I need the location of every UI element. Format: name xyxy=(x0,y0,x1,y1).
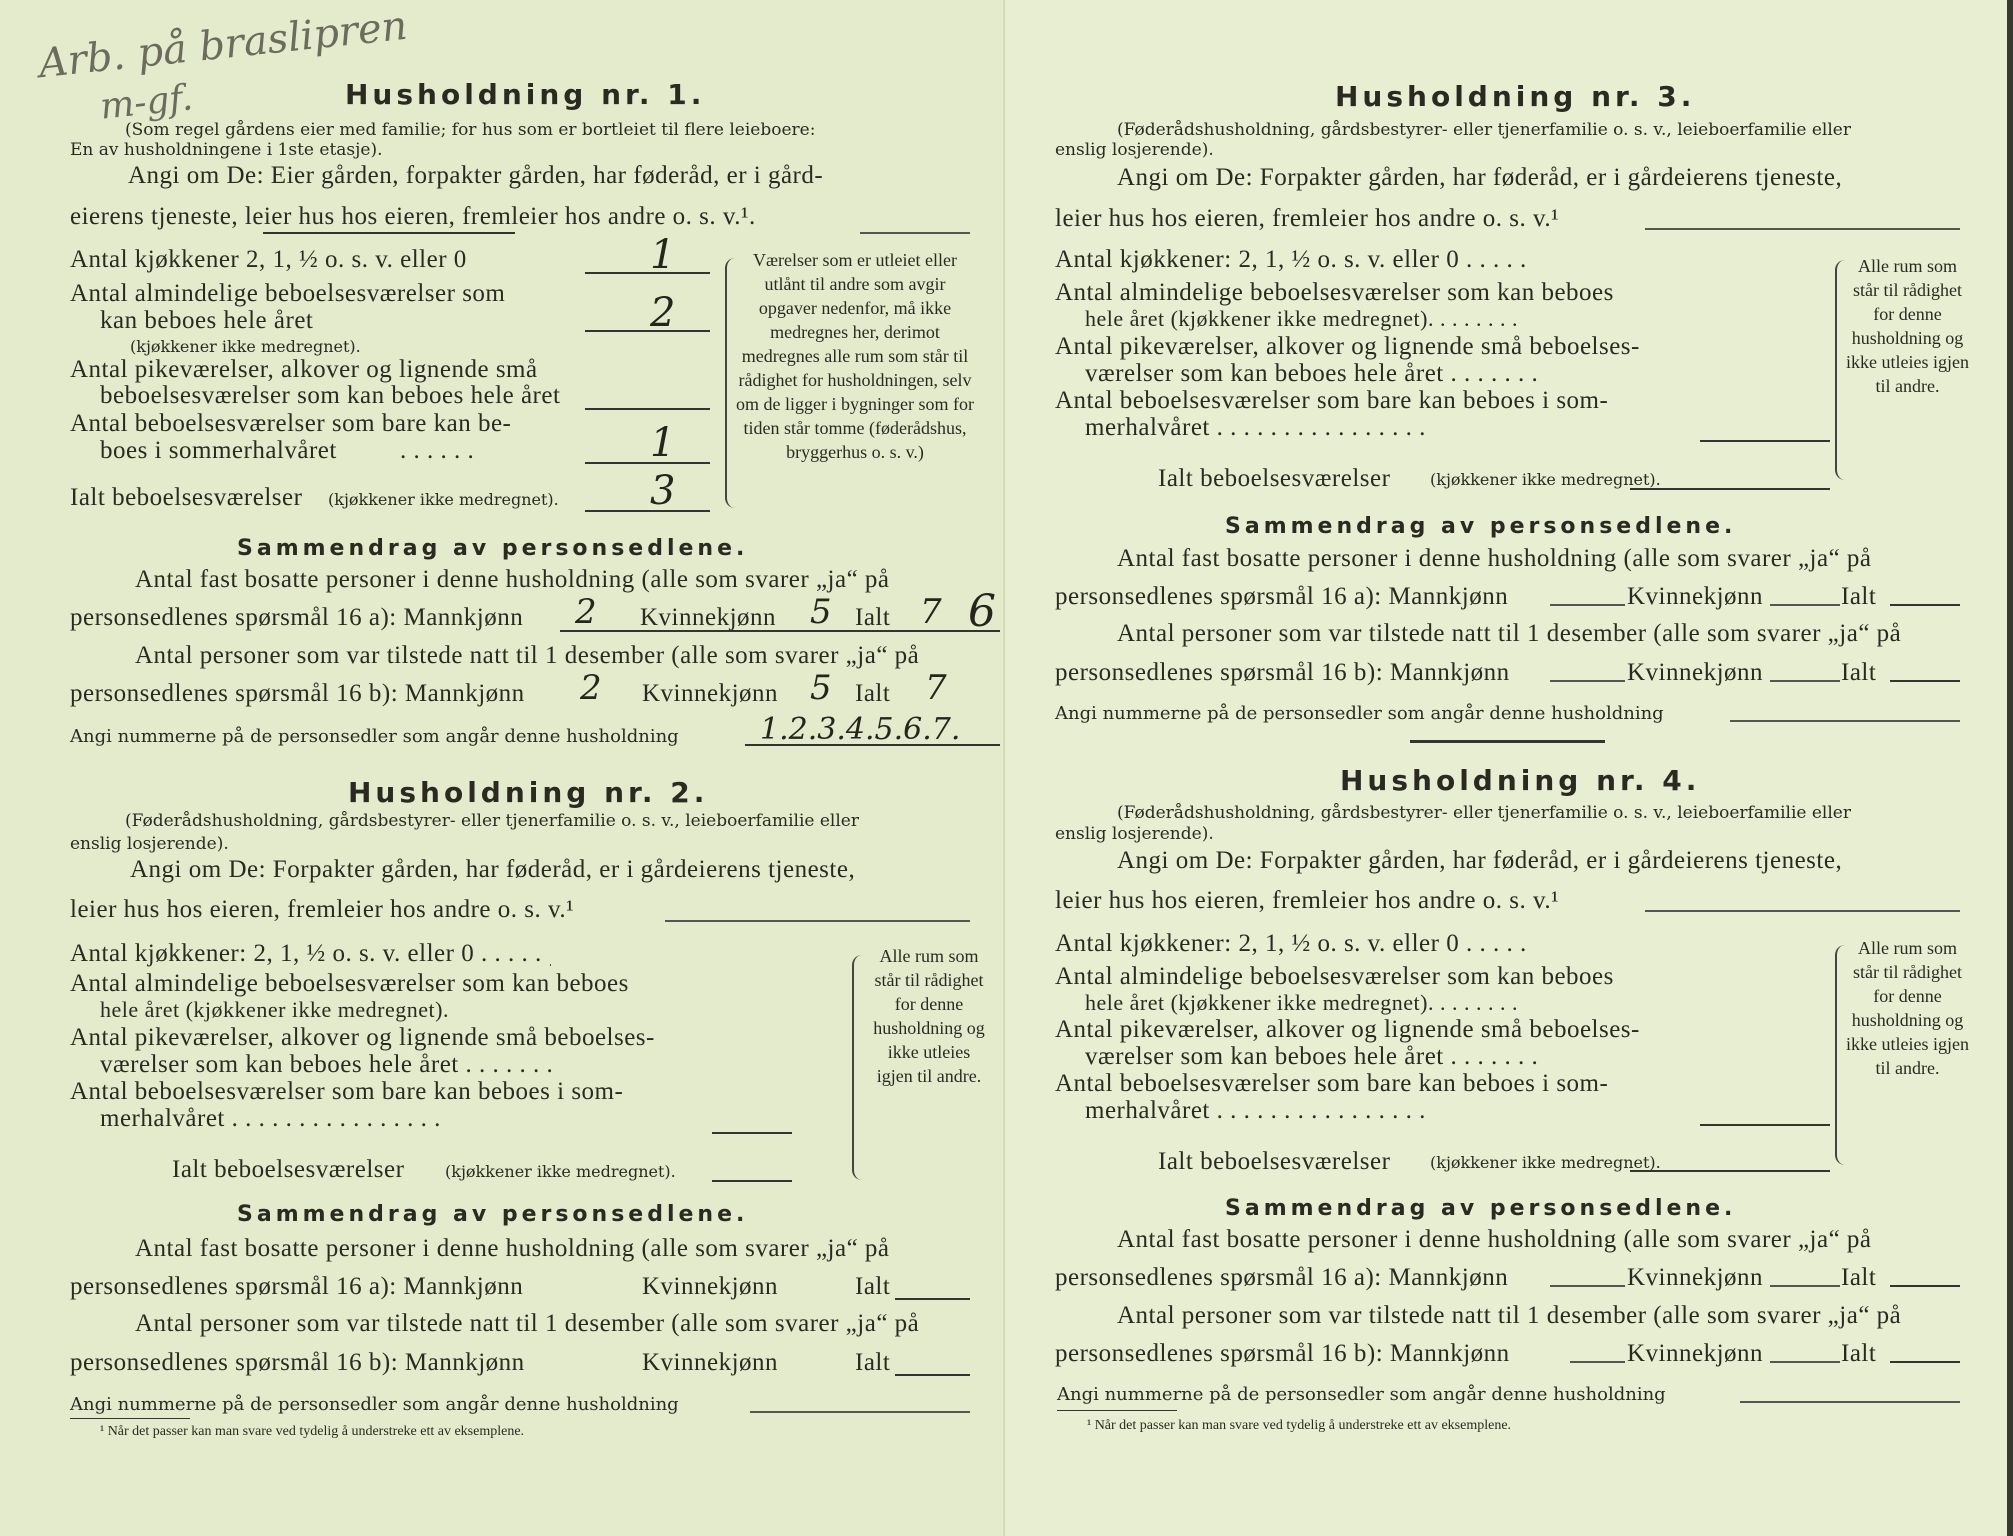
h1-total-line xyxy=(585,510,710,512)
h1-rooms-1: Antal almindelige beboelsesværelser som xyxy=(70,280,506,307)
h2-s2-ialt-label: Ialt xyxy=(855,1349,891,1376)
h2-s2-line xyxy=(895,1374,970,1376)
h4-side-note: Alle rum som står til rådighet for denne husholdning og ikke utleies igjen til andre. xyxy=(1846,938,1969,1078)
h1-s2-male: 2 xyxy=(580,668,602,708)
h3-s2-male-line xyxy=(1550,680,1625,682)
h4-s1-a: Antal fast bosatte personer i denne husholdning (alle som svarer „ja“ på xyxy=(1117,1226,1872,1253)
h2-s1-b: personsedlenes spørsmål 16 a): Mannkjønn xyxy=(70,1273,524,1300)
h1-s1-b: personsedlenes spørsmål 16 a): Mannkjønn xyxy=(70,604,524,631)
h2-summer-line xyxy=(712,1132,792,1134)
h2-brace xyxy=(852,955,866,1180)
h3-angi-2: leier hus hos eieren, fremleier hos andre o. s. v.¹ xyxy=(1055,205,1560,232)
h3-s2-b: personsedlenes spørsmål 16 b): Mannkjønn xyxy=(1055,659,1510,686)
h2-total-note: (kjøkkener ikke medregnet). xyxy=(445,1162,676,1181)
h2-summer-1: Antal beboelsesværelser som bare kan beboes i som- xyxy=(70,1078,624,1105)
h2-kitchens-tick xyxy=(550,964,551,966)
h2-pike-1: Antal pikeværelser, alkover og lignende små beboelses- xyxy=(70,1024,655,1051)
h4-pike-2: værelser som kan beboes hele året . . . . . . . xyxy=(1085,1043,1539,1070)
h1-s2-a: Antal personer som var tilstede natt til 1 desember (alle som svarer „ja“ på xyxy=(135,642,920,669)
h3-s1-ialt-label: Ialt xyxy=(1841,583,1877,610)
h1-title: Husholdning nr. 1. xyxy=(345,78,706,111)
margin-note-2: m-gf. xyxy=(98,77,195,128)
h2-angi-line xyxy=(665,920,970,922)
h4-s1-male-line xyxy=(1550,1285,1625,1287)
h3-angi-line xyxy=(1645,228,1960,230)
h4-rooms-1: Antal almindelige beboelsesværelser som kan beboes xyxy=(1055,963,1614,990)
h4-s1-female-line xyxy=(1770,1285,1840,1287)
h3-num-line xyxy=(1730,720,1960,722)
h1-s2-kv-label: Kvinnekjønn xyxy=(642,680,779,707)
h3-total-label: Ialt beboelsesværelser xyxy=(1158,465,1391,492)
h1-rooms-2: kan beboes hele året xyxy=(100,307,314,334)
h3-total-note: (kjøkkener ikke medregnet). xyxy=(1430,470,1661,489)
h1-s1-line xyxy=(560,630,1000,632)
h1-angi-underline xyxy=(263,232,515,234)
h1-summer-value: 1 xyxy=(650,420,676,466)
h3-s2-ialt-label: Ialt xyxy=(1841,659,1877,686)
h2-s1-ialt-label: Ialt xyxy=(855,1273,891,1300)
h1-s1-kv-label: Kvinnekjønn xyxy=(640,604,777,631)
h1-s1-female: 5 xyxy=(810,592,832,632)
h1-s1-male: 2 xyxy=(575,592,597,632)
h4-s1-b: personsedlenes spørsmål 16 a): Mannkjønn xyxy=(1055,1264,1509,1291)
h1-s1-total-corrected: 6 xyxy=(968,586,996,637)
h3-total-line xyxy=(1630,488,1830,490)
h4-angi-line xyxy=(1645,910,1960,912)
h2-s2-a: Antal personer som var tilstede natt til 1 desember (alle som svarer „ja“ på xyxy=(135,1310,920,1337)
h1-note-1: (Som regel gårdens eier med familie; for hus som er bortleiet til flere leieboere: xyxy=(125,120,816,140)
h1-kitchens-value: 1 xyxy=(650,232,676,278)
h2-s1-kv-label: Kvinnekjønn xyxy=(642,1273,779,1300)
h4-s1-kv-label: Kvinnekjønn xyxy=(1627,1264,1764,1291)
h1-summary-title: Sammendrag av personsedlene. xyxy=(237,536,749,561)
h4-footnote-rule xyxy=(1057,1410,1177,1411)
h2-note-2: enslig losjerende). xyxy=(70,834,229,854)
h1-kitchens-label: Antal kjøkkener 2, 1, ½ o. s. v. eller 0 xyxy=(70,246,467,273)
h1-angi-1: Angi om De: Eier gården, forpakter gården, har føderåd, er i gård- xyxy=(128,162,824,189)
h3-note-1: (Føderådshusholdning, gårdsbestyrer- eller tjenerfamilie o. s. v., leieboerfamilie eller xyxy=(1117,120,1851,140)
h1-s2-b: personsedlenes spørsmål 16 b): Mannkjønn xyxy=(70,680,525,707)
h1-s2-ialt-label: Ialt xyxy=(855,680,891,707)
h1-kitchens-line xyxy=(585,272,710,274)
h2-note-1: (Føderådshusholdning, gårdsbestyrer- eller tjenerfamilie o. s. v., leieboerfamilie eller xyxy=(125,811,859,831)
h3-s1-male-line xyxy=(1550,604,1625,606)
h1-note-2: En av husholdningene i 1ste etasje). xyxy=(70,140,383,160)
h4-s2-kv-label: Kvinnekjønn xyxy=(1627,1340,1764,1367)
h1-rooms-value: 2 xyxy=(650,290,676,336)
h3-rooms-1: Antal almindelige beboelsesværelser som kan beboes xyxy=(1055,279,1614,306)
h4-total-label: Ialt beboelsesværelser xyxy=(1158,1148,1391,1175)
h1-summer-line xyxy=(585,462,710,464)
h4-s2-female-line xyxy=(1770,1361,1840,1363)
h4-summer-2: merhalvåret . . . . . . . . . . . . . . . . xyxy=(1085,1097,1426,1124)
h3-summary-title: Sammendrag av personsedlene. xyxy=(1225,514,1737,539)
h1-s2-total: 7 xyxy=(925,668,947,708)
h1-s1-a: Antal fast bosatte personer i denne husholdning (alle som svarer „ja“ på xyxy=(135,566,890,593)
h1-side-note: Værelser som er utleiet eller utlånt til andre som avgir opgaver nedenfor, må ikke medregnes her, derimot medregnes alle rum som står til rådighet for husholdningen, selv om de ligger i bygninger som for tiden står tomme (føderådshus, bryggerhus o. s. v.) xyxy=(736,250,974,462)
h1-angi-2: eierens tjeneste, leier hus hos eieren, fremleier hos andre o. s. v.¹. xyxy=(70,203,756,230)
h2-rooms-1: Antal almindelige beboelsesværelser som kan beboes xyxy=(70,970,629,997)
h2-title: Husholdning nr. 2. xyxy=(348,776,709,809)
h2-s1-a: Antal fast bosatte personer i denne husholdning (alle som svarer „ja“ på xyxy=(135,1235,890,1262)
h3-summer-2: merhalvåret . . . . . . . . . . . . . . . . xyxy=(1085,414,1426,441)
h3-s1-total-line xyxy=(1890,604,1960,606)
h4-summary-title: Sammendrag av personsedlene. xyxy=(1225,1196,1737,1221)
h3-pike-2: værelser som kan beboes hele året . . . . . . . xyxy=(1085,360,1539,387)
h1-summer-2: boes i sommerhalvåret xyxy=(100,437,337,464)
h4-angi-2: leier hus hos eieren, fremleier hos andre o. s. v.¹ xyxy=(1055,887,1560,914)
left-page xyxy=(0,0,1005,1536)
h2-s2-kv-label: Kvinnekjønn xyxy=(642,1349,779,1376)
h3-pike-1: Antal pikeværelser, alkover og lignende små beboelses- xyxy=(1055,333,1640,360)
right-page xyxy=(1005,0,2013,1536)
h3-s2-a: Antal personer som var tilstede natt til 1 desember (alle som svarer „ja“ på xyxy=(1117,620,1902,647)
h2-footnote-rule xyxy=(70,1418,190,1419)
h1-rooms-3: (kjøkkener ikke medregnet). xyxy=(130,337,361,356)
h4-s1-ialt-label: Ialt xyxy=(1841,1264,1877,1291)
h4-footnote: ¹ Når det passer kan man svare ved tydelig å understreke ett av eksemplene. xyxy=(1087,1418,1512,1433)
h3-num-label: Angi nummerne på de personsedler som angår denne husholdning xyxy=(1055,703,1664,724)
h1-pike-2: beboelsesværelser som kan beboes hele året xyxy=(100,382,561,409)
h2-s1-line xyxy=(895,1298,970,1300)
h2-num-line xyxy=(750,1411,970,1413)
margin-note: Arb. på braslipren xyxy=(36,2,410,88)
h1-summer-dots: . . . . . . xyxy=(400,437,475,464)
h1-angi-answer-line xyxy=(860,232,970,234)
h3-s2-kv-label: Kvinnekjønn xyxy=(1627,659,1764,686)
h3-note-2: enslig losjerende). xyxy=(1055,140,1214,160)
h2-num-label: Angi nummerne på de personsedler som angår denne husholdning xyxy=(70,1394,679,1415)
h4-summer-1: Antal beboelsesværelser som bare kan beboes i som- xyxy=(1055,1070,1609,1097)
h4-total-note: (kjøkkener ikke medregnet). xyxy=(1430,1153,1661,1172)
h1-s1-total: 7 xyxy=(920,592,942,632)
h1-total-note: (kjøkkener ikke medregnet). xyxy=(328,490,559,509)
h4-s2-male-line xyxy=(1570,1361,1625,1363)
section-separator xyxy=(1410,740,1605,743)
h4-s2-total-line xyxy=(1890,1361,1960,1363)
h1-num-value: 1.2.3.4.5.6.7. xyxy=(760,712,961,747)
h1-pike-1: Antal pikeværelser, alkover og lignende små xyxy=(70,356,538,383)
h2-side-note: Alle rum som står til rådighet for denne husholdning og ikke utleies igjen til andre. xyxy=(873,946,985,1086)
h4-note-1: (Føderådshusholdning, gårdsbestyrer- eller tjenerfamilie o. s. v., leieboerfamilie eller xyxy=(1117,803,1851,823)
h2-total-line xyxy=(712,1180,792,1182)
h4-num-line xyxy=(1740,1401,1960,1403)
h1-num-label: Angi nummerne på de personsedler som angår denne husholdning xyxy=(70,726,679,747)
h2-summary-title: Sammendrag av personsedlene. xyxy=(237,1202,749,1227)
h3-s1-b: personsedlenes spørsmål 16 a): Mannkjønn xyxy=(1055,583,1509,610)
h2-pike-2: værelser som kan beboes hele året . . . . . . . xyxy=(100,1051,554,1078)
h3-rooms-2: hele året (kjøkkener ikke medregnet). . . . . . . . xyxy=(1085,306,1518,331)
h4-rooms-2: hele året (kjøkkener ikke medregnet). . . . . . . . xyxy=(1085,990,1518,1015)
h1-s2-female: 5 xyxy=(810,668,832,708)
h3-angi-1: Angi om De: Forpakter gården, har føderåd, er i gårdeierens tjeneste, xyxy=(1117,164,1843,191)
h2-rooms-2: hele året (kjøkkener ikke medregnet). xyxy=(100,997,449,1022)
h4-angi-1: Angi om De: Forpakter gården, har føderåd, er i gårdeierens tjeneste, xyxy=(1117,847,1843,874)
h4-pike-1: Antal pikeværelser, alkover og lignende små beboelses- xyxy=(1055,1016,1640,1043)
h4-num-label: Angi nummerne på de personsedler som angår denne husholdning xyxy=(1057,1384,1666,1405)
h4-kitchens-label: Antal kjøkkener: 2, 1, ½ o. s. v. eller 0 . . . . . xyxy=(1055,930,1527,957)
h3-summer-1: Antal beboelsesværelser som bare kan beboes i som- xyxy=(1055,387,1609,414)
h3-s1-a: Antal fast bosatte personer i denne husholdning (alle som svarer „ja“ på xyxy=(1117,545,1872,572)
h3-title: Husholdning nr. 3. xyxy=(1335,80,1696,113)
h3-s1-female-line xyxy=(1770,604,1840,606)
scan-edge xyxy=(2007,0,2013,1536)
h4-s1-total-line xyxy=(1890,1285,1960,1287)
h2-kitchens-label: Antal kjøkkener: 2, 1, ½ o. s. v. eller 0 . . . . . xyxy=(70,940,542,967)
h2-summer-2: merhalvåret . . . . . . . . . . . . . . . . xyxy=(100,1105,441,1132)
h1-rooms-line xyxy=(585,330,710,332)
h1-summer-1: Antal beboelsesværelser som bare kan be- xyxy=(70,410,512,437)
h1-pike-line xyxy=(585,408,710,410)
h4-title: Husholdning nr. 4. xyxy=(1340,764,1701,797)
h3-s2-total-line xyxy=(1890,680,1960,682)
h3-summer-line xyxy=(1700,440,1830,442)
h4-note-2: enslig losjerende). xyxy=(1055,824,1214,844)
h2-total-label: Ialt beboelsesværelser xyxy=(172,1156,405,1183)
h2-footnote: ¹ Når det passer kan man svare ved tydelig å understreke ett av eksemplene. xyxy=(100,1424,525,1439)
h1-total-value: 3 xyxy=(650,468,676,514)
h2-s2-b: personsedlenes spørsmål 16 b): Mannkjønn xyxy=(70,1349,525,1376)
h3-s2-female-line xyxy=(1770,680,1840,682)
h2-angi-2: leier hus hos eieren, fremleier hos andre o. s. v.¹ xyxy=(70,896,575,923)
h1-s1-ialt-label: Ialt xyxy=(855,604,891,631)
h3-side-note: Alle rum som står til rådighet for denne husholdning og ikke utleies igjen til andre. xyxy=(1846,256,1969,396)
h4-summer-line xyxy=(1700,1124,1830,1126)
h3-s1-kv-label: Kvinnekjønn xyxy=(1627,583,1764,610)
h4-total-line xyxy=(1630,1170,1830,1172)
h2-angi-1: Angi om De: Forpakter gården, har føderåd, er i gårdeierens tjeneste, xyxy=(130,856,856,883)
h1-total-label: Ialt beboelsesværelser xyxy=(70,484,303,511)
h4-s2-ialt-label: Ialt xyxy=(1841,1340,1877,1367)
h3-kitchens-label: Antal kjøkkener: 2, 1, ½ o. s. v. eller 0 . . . . . xyxy=(1055,246,1527,273)
h4-s2-a: Antal personer som var tilstede natt til 1 desember (alle som svarer „ja“ på xyxy=(1117,1302,1902,1329)
h4-s2-b: personsedlenes spørsmål 16 b): Mannkjønn xyxy=(1055,1340,1510,1367)
